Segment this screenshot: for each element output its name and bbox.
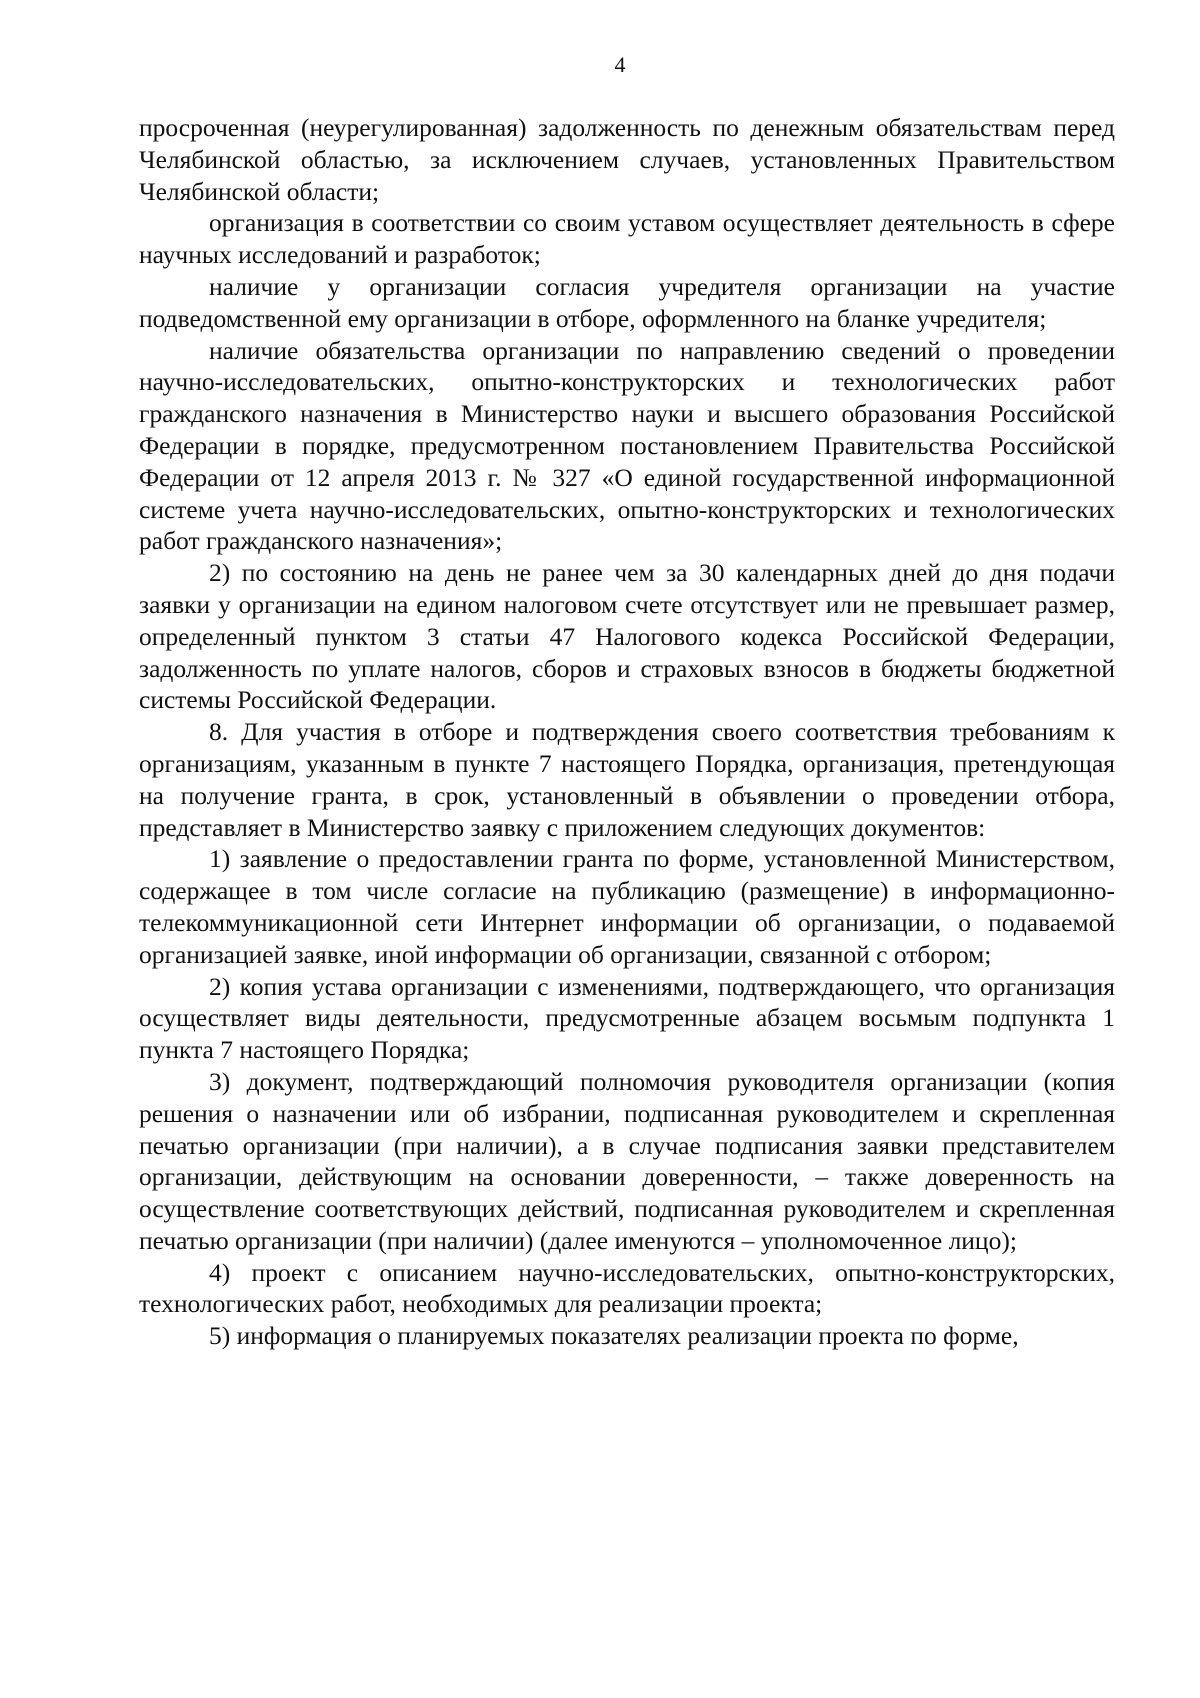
paragraph: 3) документ, подтверждающий полномочия руководителя организации (копия решения о назначении или об избрании, подписанная руководителем и скрепленная печатью организации (при наличии), а в случае подписания заявки представителем организации, действующим на основании доверенности, – также доверенность на осуществление соответствующих действий, подписанная руководителем и скрепленная печатью организации (при наличии) (далее именуются – уполномоченное лицо);: [139, 1066, 1115, 1255]
paragraph: 8. Для участия в отборе и подтверждения своего соответствия требованиям к организациям, указанным в пункте 7 настоящего Порядка, организация, претендующая на получение гранта, в срок, установленный в объявлении о проведении отбора, представляет в Министерство заявку с приложением следующих документов:: [139, 717, 1115, 842]
paragraph: 1) заявление о предоставлении гранта по форме, установленной Министерством, содержащее в том числе согласие на публикацию (размещение) в информационно-телекоммуникационной сети Интернет информации об организации, о подаваемой организацией заявке, иной информации об организации, связанной с отбором;: [139, 844, 1115, 969]
paragraph: 2) по состоянию на день не ранее чем за 30 календарных дней до дня подачи заявки у организации на едином налоговом счете отсутствует или не превышает размер, определенный пунктом 3 статьи 47 Налогового кодекса Российской Федерации, задолженность по уплате налогов, сборов и страховых взносов в бюджеты бюджетной системы Российской Федерации.: [139, 558, 1115, 715]
paragraph: 5) информация о планируемых показателях реализации проекта по форме,: [209, 1321, 1019, 1351]
document-body: [139, 112, 1115, 1352]
paragraph: организация в соответствии со своим уставом осуществляет деятельность в сфере научных исследований и разработок;: [139, 208, 1115, 270]
paragraph: 4) проект с описанием научно-исследовательских, опытно-конструкторских, технологических работ, необходимых для реализации проекта;: [139, 1257, 1115, 1319]
paragraph: наличие обязательства организации по направлению сведений о проведении научно-исследовательских, опытно-конструкторских и технологических работ гражданского назначения в Министерство науки и высшего образования Российской Федерации в порядке, предусмотренном постановлением Правительства Российской Федерации от 12 апреля 2013 г. № 327 «О единой государственной информационной системе учета научно-исследовательских, опытно-конструкторских и технологических работ гражданского назначения»;: [139, 335, 1115, 556]
paragraph: наличие у организации согласия учредителя организации на участие подведомственной ему организации в отборе, оформленного на бланке учредителя;: [139, 271, 1115, 333]
page-number: 4: [614, 52, 626, 77]
paragraph: просроченная (неурегулированная) задолженность по денежным обязательствам перед Челябинской областью, за исключением случаев, установленных Правительством Челябинской области;: [139, 113, 1115, 206]
paragraph: 2) копия устава организации с изменениями, подтверждающего, что организация осуществляет виды деятельности, предусмотренные абзацем восьмым подпункта 1 пункта 7 настоящего Порядка;: [139, 971, 1115, 1065]
